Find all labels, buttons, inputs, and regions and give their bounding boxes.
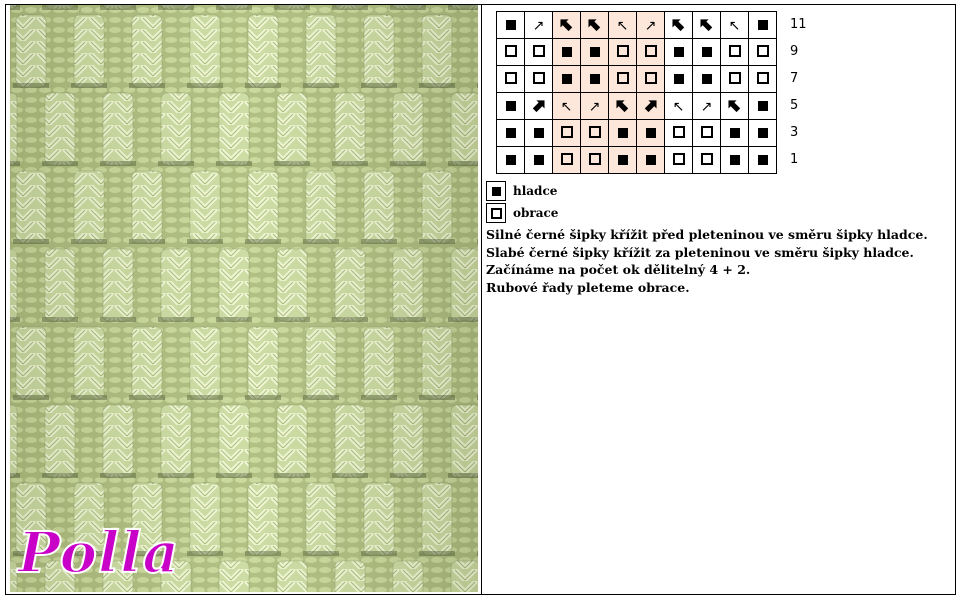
chart-row: [497, 93, 777, 120]
chart-cell: [581, 66, 609, 93]
knit-square-icon: [618, 128, 628, 138]
instructions: [486, 226, 951, 296]
bold-arrow-up-right-icon: ⬈: [531, 95, 546, 116]
knit-square-icon: [534, 128, 544, 138]
purl-square-icon: [673, 153, 685, 165]
knit-square-icon: [674, 74, 684, 84]
arrow-up-left-icon: ↖: [616, 17, 629, 34]
chart-cell: [749, 93, 777, 120]
row-number: 9: [790, 44, 799, 59]
knit-square-icon: [506, 101, 516, 111]
chart-cell: [665, 39, 693, 66]
instruction-line: Slabé černé šipky křížit za pleteninou ve směru šipky hladce.: [486, 244, 914, 260]
knit-square-icon: [506, 128, 516, 138]
chart-cell: [497, 66, 525, 93]
chart-cell: [665, 147, 693, 174]
chart-cell: [749, 39, 777, 66]
chart-cell: [609, 120, 637, 147]
knit-square-icon: [646, 128, 656, 138]
purl-square-icon: [533, 72, 545, 84]
instruction-line: Silné černé šipky křížit před pleteninou ve směru šipky hladce.: [486, 227, 928, 242]
chart-cell: [497, 93, 525, 120]
arrow-up-right-icon: ↗: [532, 17, 545, 34]
chart-cell: [525, 147, 553, 174]
chart-cell: [693, 147, 721, 174]
purl-square-icon: [757, 45, 769, 57]
chart-cell: [525, 66, 553, 93]
purl-square-icon: [701, 126, 713, 138]
chart-cell: [609, 93, 637, 120]
chart-cell: [609, 147, 637, 174]
knitting-swatch-photo: [10, 5, 478, 592]
row-number: 7: [790, 71, 799, 86]
chart-cell: [553, 12, 581, 39]
arrow-up-right-icon: ↗: [700, 98, 713, 115]
chart-cell: [609, 66, 637, 93]
legend-label: hladce: [513, 184, 558, 198]
purl-square-icon: [757, 72, 769, 84]
purl-square-icon: [561, 126, 573, 138]
chart-row: [497, 66, 777, 93]
legend-item-knit: [486, 180, 558, 202]
chart-cell: [637, 66, 665, 93]
chart-row: [497, 147, 777, 174]
chart-grid: [496, 11, 777, 174]
bold-arrow-up-left-icon: ⬉: [615, 95, 630, 116]
chart-cell: [693, 66, 721, 93]
knit-square-icon: [730, 155, 740, 165]
chart-cell: [553, 39, 581, 66]
chart-cell: [749, 66, 777, 93]
chart-cell: [665, 66, 693, 93]
purl-square-icon: [589, 126, 601, 138]
chart-cell: [497, 12, 525, 39]
purl-square-icon: [617, 72, 629, 84]
knit-square-icon: [674, 47, 684, 57]
knit-square-icon: [562, 74, 572, 84]
knit-square-icon: [758, 20, 768, 30]
purl-square-icon: [561, 153, 573, 165]
chart-cell: [637, 147, 665, 174]
purl-square-icon: [645, 45, 657, 57]
instruction-line: Rubové řady pleteme obrace.: [486, 279, 690, 295]
knit-square-icon: [590, 47, 600, 57]
purl-square-icon: [617, 45, 629, 57]
chart-cell: [581, 39, 609, 66]
bold-arrow-up-right-icon: ⬈: [643, 95, 658, 116]
purl-symbol-icon: [486, 203, 506, 223]
arrow-up-right-icon: ↗: [588, 98, 601, 115]
chart-cell: [497, 147, 525, 174]
row-numbers: [790, 11, 820, 173]
knit-square-icon: [506, 20, 516, 30]
chart-row: [497, 12, 777, 39]
row-number: 11: [790, 17, 807, 32]
chart-cell: [497, 120, 525, 147]
bold-arrow-up-left-icon: ⬉: [587, 14, 602, 35]
arrow-up-left-icon: ↖: [728, 17, 741, 34]
chart-cell: [693, 39, 721, 66]
knit-square-icon: [758, 101, 768, 111]
chart-cell: [749, 12, 777, 39]
purl-square-icon: [701, 153, 713, 165]
legend-label: obrace: [513, 206, 559, 220]
knit-square-icon: [534, 155, 544, 165]
chart-cell: [721, 12, 749, 39]
chart-cell: [609, 39, 637, 66]
legend: [486, 180, 558, 224]
legend-item-purl: [486, 202, 558, 224]
knit-square-icon: [758, 128, 768, 138]
chart-cell: [553, 66, 581, 93]
knitting-chart: [496, 11, 777, 174]
chart-cell: [665, 93, 693, 120]
bold-arrow-up-left-icon: ⬉: [727, 95, 742, 116]
chart-cell: [553, 93, 581, 120]
knit-square-icon: [702, 47, 712, 57]
chart-cell: [637, 120, 665, 147]
instruction-line: Začínáme na počet ok dělitelný 4 + 2.: [486, 262, 751, 277]
knit-square-icon: [646, 155, 656, 165]
chart-cell: [581, 93, 609, 120]
bold-arrow-up-left-icon: ⬉: [671, 14, 686, 35]
chart-cell: [581, 147, 609, 174]
knit-square-icon: [562, 47, 572, 57]
arrow-up-left-icon: ↖: [672, 98, 685, 115]
chart-cell: [609, 12, 637, 39]
chart-cell: [665, 12, 693, 39]
watermark-logo: Polla: [18, 520, 180, 586]
chart-cell: [749, 120, 777, 147]
chart-cell: [721, 147, 749, 174]
chart-cell: [693, 93, 721, 120]
chart-cell: [525, 93, 553, 120]
knit-square-icon: [590, 74, 600, 84]
knit-square-icon: [730, 128, 740, 138]
chart-cell: [553, 120, 581, 147]
knit-square-icon: [702, 74, 712, 84]
chart-cell: [721, 39, 749, 66]
purl-square-icon: [673, 126, 685, 138]
purl-square-icon: [505, 45, 517, 57]
chart-cell: [637, 12, 665, 39]
chart-cell: [497, 39, 525, 66]
chart-cell: [721, 66, 749, 93]
chart-cell: [721, 120, 749, 147]
bold-arrow-up-left-icon: ⬉: [559, 14, 574, 35]
knit-symbol-icon: [486, 181, 506, 201]
arrow-up-left-icon: ↖: [560, 98, 573, 115]
bold-arrow-up-left-icon: ⬉: [699, 14, 714, 35]
row-number: 5: [790, 98, 799, 113]
chart-row: [497, 120, 777, 147]
purl-square-icon: [589, 153, 601, 165]
chart-cell: [637, 39, 665, 66]
purl-square-icon: [645, 72, 657, 84]
chart-cell: [637, 93, 665, 120]
chart-cell: [721, 93, 749, 120]
vertical-divider: [481, 4, 482, 595]
chart-cell: [525, 120, 553, 147]
chart-cell: [693, 120, 721, 147]
purl-square-icon: [729, 45, 741, 57]
row-number: 3: [790, 125, 799, 140]
chart-cell: [525, 39, 553, 66]
chart-cell: [581, 120, 609, 147]
knit-square-icon: [758, 155, 768, 165]
knit-square-icon: [618, 155, 628, 165]
purl-square-icon: [505, 72, 517, 84]
chart-cell: [693, 12, 721, 39]
purl-square-icon: [533, 45, 545, 57]
chart-cell: [553, 147, 581, 174]
knit-square-icon: [506, 155, 516, 165]
chart-cell: [749, 147, 777, 174]
row-number: 1: [790, 152, 799, 167]
chart-cell: [581, 12, 609, 39]
chart-cell: [665, 120, 693, 147]
purl-square-icon: [729, 72, 741, 84]
arrow-up-right-icon: ↗: [644, 17, 657, 34]
chart-row: [497, 39, 777, 66]
chart-cell: [525, 12, 553, 39]
